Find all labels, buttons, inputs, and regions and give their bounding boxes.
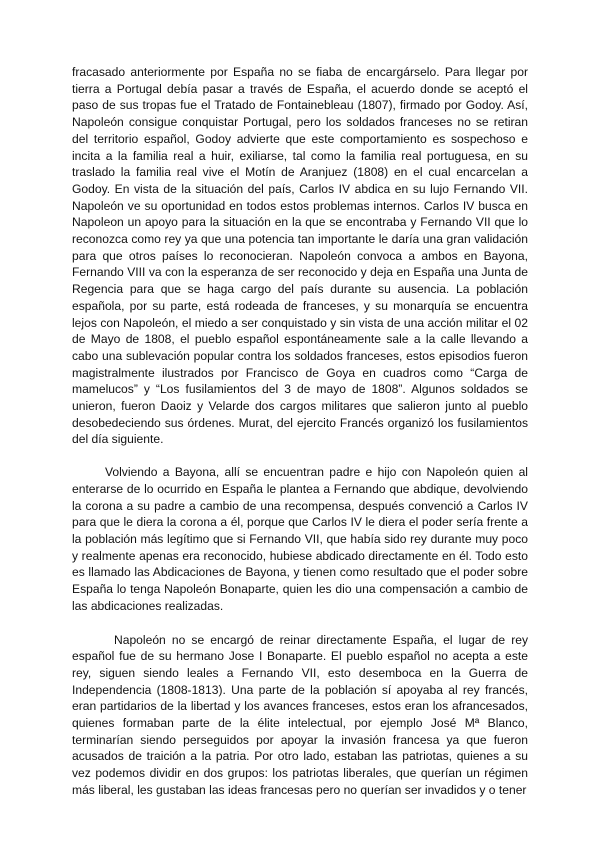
paragraph-3: Napoleón no se encargó de reinar directamente España, el lugar de rey español fue de su hermano Jose I Bonaparte. El pueblo español no acepta a este rey, siguen siendo leales a Fernando VII, esto desemboca en la Guerra de Independencia (1808-1813). Una parte de la población sí apoyaba al rey francés, eran partidarios de la libertad y los avances franceses, estos eran los afrancesados, quienes formaban parte de la élite intelectual, por ejemplo José Mª Blanco, terminarían siendo perseguidos por apoyar la invasión francesa ya que fueron acusados de traición a la patria. Por otro lado, estaban las patriotas, quienes a su vez podemos dividir en dos grupos: los patriotas liberales, que querían un régimen más liberal, les gustaban las ideas francesas pero no querían ser invadidos y o tener — [72, 632, 528, 797]
paragraph-2: Volviendo a Bayona, allí se encuentran padre e hijo con Napoleón quien al enterarse de lo ocurrido en España le plantea a Fernando que abdique, devolviendo la corona a su padre a cambio de una recompensa, después convenció a Carlos IV para que le diera la corona a él, porque que Carlos IV le diera el poder sería frente a la población más legítimo que si Fernando VII, que había sido rey durante muy poco y realmente apenas era reconocido, hubiese abdicado directamente en él. Todo esto es llamado las Abdicaciones de Bayona, y tienen como resultado que el poder sobre España lo tenga Napoleón Bonaparte, quien les dio una compensación a cambio de las abdicaciones realizadas. — [72, 465, 528, 613]
document-body — [72, 64, 528, 799]
paragraph-1: fracasado anteriormente por España no se fiaba de encargárselo. Para llegar por tierra a Portugal debía pasar a través de España, el acuerdo donde se aceptó el paso de sus tropas fue el Tratado de Fontainebleau (1807), firmado por Godoy. Así, Napoleón consigue conquistar Portugal, pero los soldados franceses no se retiran del territorio español, Godoy advierte que este comportamiento es sospechoso e incita a la familia real a huir, exiliarse, tal como la familia real portuguesa, en su traslado la familia real vive el Motín de Aranjuez (1808) en el cual encarcelan a Godoy. En vista de la situación del país, Carlos IV abdica en su lujo Fernando VII. Napoleón ve su oportunidad en todos estos problemas internos. Carlos IV busca en Napoleon un apoyo para la situación en la que se encontraba y Fernando VII que lo reconozca como rey ya que una potencia tan importante le daría una gran validación para que otros países lo reconocieran. Napoleón convoca a ambos en Bayona, Fernando VIII va con la esperanza de ser reconocido y deja en España una Junta de Regencia para que se haga cargo del país durante su ausencia. La población española, por su parte, está rodeada de franceses, y su monarquía se encuentra lejos con Napoleón, el miedo a ser conquistado y sin vista de una acción militar el 02 de Mayo de 1808, el pueblo español espontáneamente sale a la calle llevando a cabo una sublevación popular contra los soldados franceses, estos episodios fueron magistralmente ilustrados por Francisco de Goya en cuadros como “Carga de mamelucos” y “Los fusilamientos del 3 de mayo de 1808”. Algunos soldados se unieron, fueron Daoiz y Velarde dos cargos militares que salieron junto al pueblo desobedeciendo sus órdenes. Murat, del ejercito Francés organizó los fusilamientos del día siguiente. — [72, 65, 528, 447]
